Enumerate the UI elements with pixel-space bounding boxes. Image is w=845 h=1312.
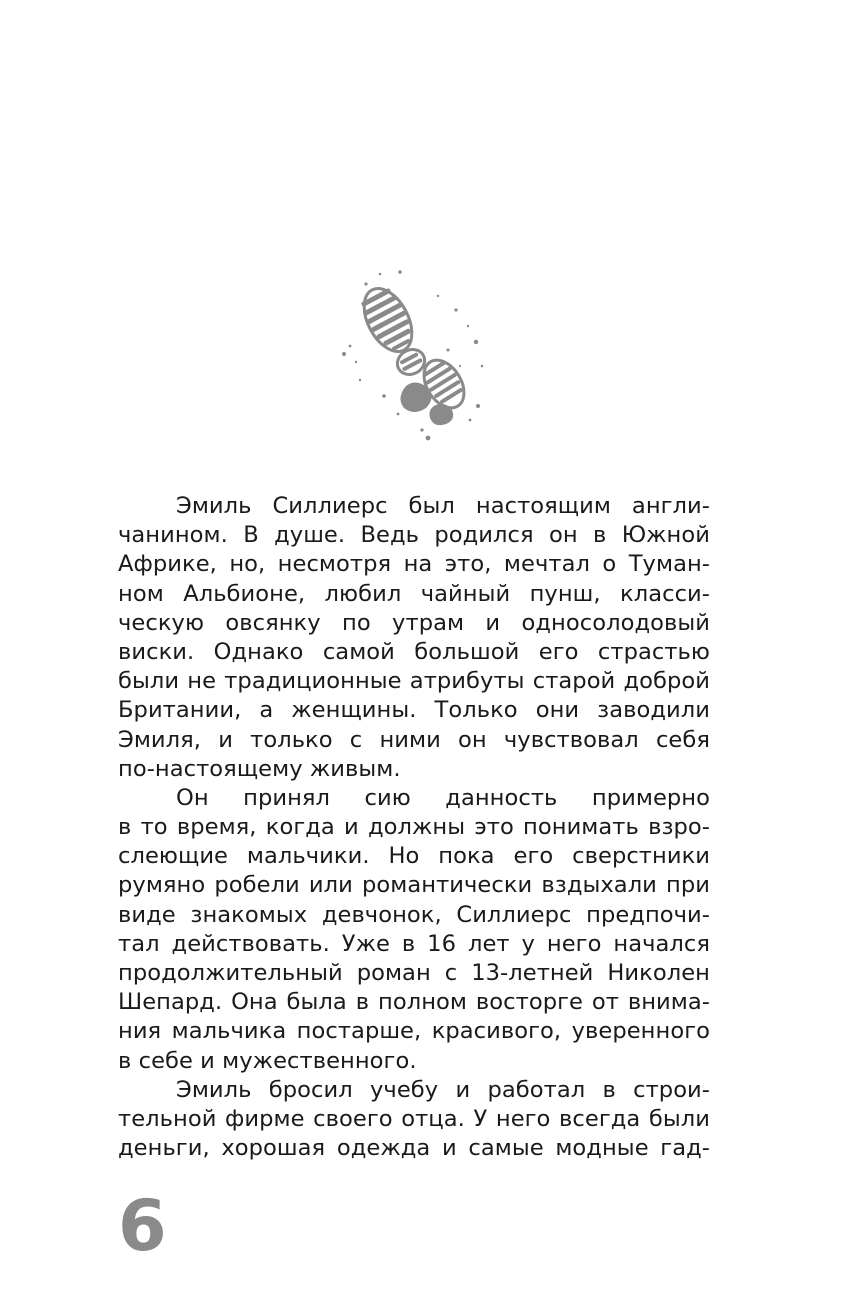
text-line: Шепард. Она была в полном восторге от внима- [118,989,710,1016]
text-line: в то время, когда и должны это понимать взро- [118,814,710,841]
text-line: Эмиль Силлиерс был настоящим англи- [176,493,710,519]
text-line: чанином. В душе. Ведь родился он в Южной [118,522,710,549]
text-line: Он принял сию данность примерно [176,784,710,811]
text-line: виде знакомых девчонок, Силлиерс предпочи- [118,901,710,928]
text-line: в себе и мужественного. [118,1047,417,1074]
text-line: были не традиционные атрибуты старой доброй [118,668,710,695]
text-line: слеющие мальчики. Но пока его сверстники [118,843,710,870]
text-line: виски. Однако самой большой его страстью [118,638,710,665]
footprints-icon [336,266,488,444]
body-text [118,492,710,1163]
text-line: тельной фирме своего отца. У него всегда были [118,1105,710,1132]
text-line: румяно робели или романтически вздыхали при [118,872,710,899]
text-line: продолжительный роман с 13-летней Николен [118,960,710,986]
text-line: Африке, но, несмотря на это, мечтал о Туман- [118,551,710,578]
page-number: 6 [118,1185,167,1267]
text-line: Британии, а женщины. Только они заводили [118,697,710,724]
text-line: деньги, хорошая одежда и самые модные гад- [118,1135,710,1162]
text-line: по-настоящему живым. [118,755,401,782]
text-line: ния мальчика постарше, красивого, уверенного [118,1018,710,1045]
text-line: Эмиля, и только с ними он чувствовал себя [118,726,710,753]
text-line: ном Альбионе, любил чайный пунш, класси- [118,580,710,607]
text-line: Эмиль бросил учебу и работал в строи- [176,1076,710,1103]
text-line: тал действовать. Уже в 16 лет у него начался [118,930,710,957]
text-line: ческую овсянку по утрам и односолодовый [118,609,710,636]
